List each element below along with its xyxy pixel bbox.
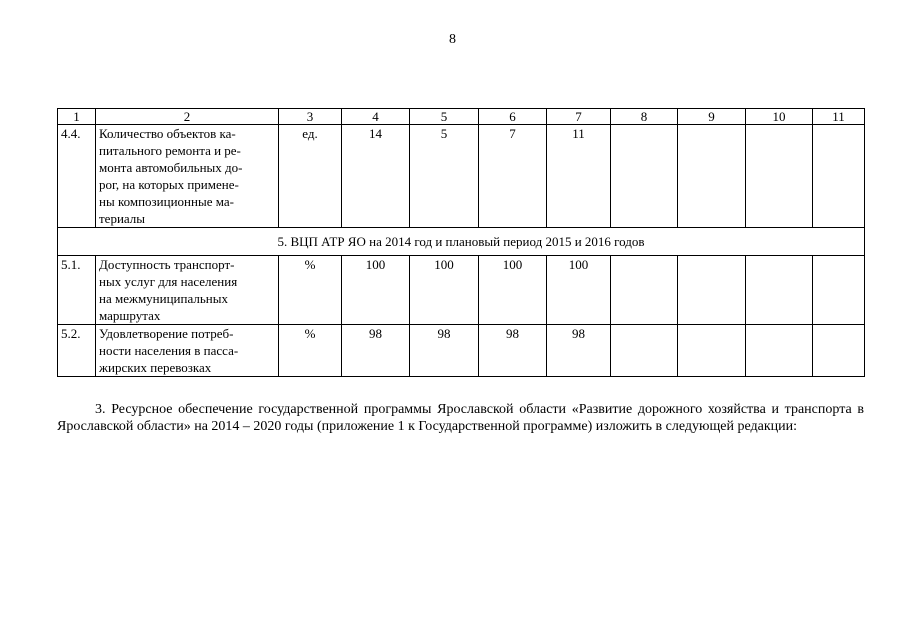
- value-cell: 5: [410, 125, 479, 228]
- value-cell: [611, 256, 678, 325]
- indicator-name-line: монта автомобильных до-: [99, 160, 243, 175]
- column-header: 5: [410, 109, 479, 125]
- value-cell: 98: [479, 325, 547, 377]
- indicator-name-line: Удовлетворение потреб-: [99, 326, 234, 341]
- column-header: 3: [279, 109, 342, 125]
- value-cell: 98: [410, 325, 479, 377]
- row-number: 5.2.: [58, 325, 96, 377]
- table-row: [58, 325, 865, 377]
- value-cell: [746, 325, 813, 377]
- section-title: 5. ВЦП АТР ЯО на 2014 год и плановый период 2015 и 2016 годов: [58, 228, 865, 256]
- column-header: 6: [479, 109, 547, 125]
- value-cell: [611, 325, 678, 377]
- indicator-name-line: на межмуниципальных: [99, 291, 228, 306]
- table-header-row: [58, 109, 865, 125]
- indicator-name-line: ности населения в пасса-: [99, 343, 239, 358]
- indicator-name-line: ных услуг для населения: [99, 274, 238, 289]
- indicator-name-line: Количество объектов ка-: [99, 126, 236, 141]
- page-number: 8: [449, 32, 456, 47]
- value-cell: 100: [479, 256, 547, 325]
- section-row: [58, 228, 865, 256]
- value-cell: 100: [547, 256, 611, 325]
- value-cell: [611, 125, 678, 228]
- indicator-name-line: питального ремонта и ре-: [99, 143, 241, 158]
- value-cell: 98: [342, 325, 410, 377]
- unit-cell: %: [279, 325, 342, 377]
- value-cell: [746, 256, 813, 325]
- column-header: 2: [96, 109, 279, 125]
- body-paragraph: 3. Ресурсное обеспечение государственной программы Ярославской области «Развитие дорожного хозяйства и транспорта в Ярославской области» на 2014 – 2020 годы (приложение 1 к Государственной программе) изложить в следующей редакции:: [57, 402, 864, 434]
- indicator-name-line: маршрутах: [99, 308, 161, 323]
- value-cell: 7: [479, 125, 547, 228]
- row-number: 4.4.: [58, 125, 96, 228]
- value-cell: 98: [547, 325, 611, 377]
- indicators-table: [57, 108, 865, 377]
- value-cell: [746, 125, 813, 228]
- unit-cell: ед.: [279, 125, 342, 228]
- value-cell: 100: [410, 256, 479, 325]
- column-header: 11: [813, 109, 865, 125]
- value-cell: [813, 125, 865, 228]
- column-header: 8: [611, 109, 678, 125]
- indicator-name-line: териалы: [99, 211, 146, 226]
- indicator-name-line: ны композиционные ма-: [99, 194, 234, 209]
- table-row: [58, 125, 865, 228]
- column-header: 9: [678, 109, 746, 125]
- indicator-name-line: жирских перевозках: [99, 360, 212, 375]
- column-header: 10: [746, 109, 813, 125]
- table-row: [58, 256, 865, 325]
- value-cell: [813, 256, 865, 325]
- indicator-name: [96, 256, 279, 325]
- unit-cell: %: [279, 256, 342, 325]
- value-cell: [678, 256, 746, 325]
- indicator-name: [96, 325, 279, 377]
- value-cell: 11: [547, 125, 611, 228]
- value-cell: 100: [342, 256, 410, 325]
- indicator-name: [96, 125, 279, 228]
- column-header: 1: [58, 109, 96, 125]
- indicator-name-line: Доступность транспорт-: [99, 257, 235, 272]
- column-header: 7: [547, 109, 611, 125]
- value-cell: [678, 325, 746, 377]
- value-cell: [678, 125, 746, 228]
- indicator-name-line: рог, на которых примене-: [99, 177, 239, 192]
- value-cell: 14: [342, 125, 410, 228]
- column-header: 4: [342, 109, 410, 125]
- row-number: 5.1.: [58, 256, 96, 325]
- value-cell: [813, 325, 865, 377]
